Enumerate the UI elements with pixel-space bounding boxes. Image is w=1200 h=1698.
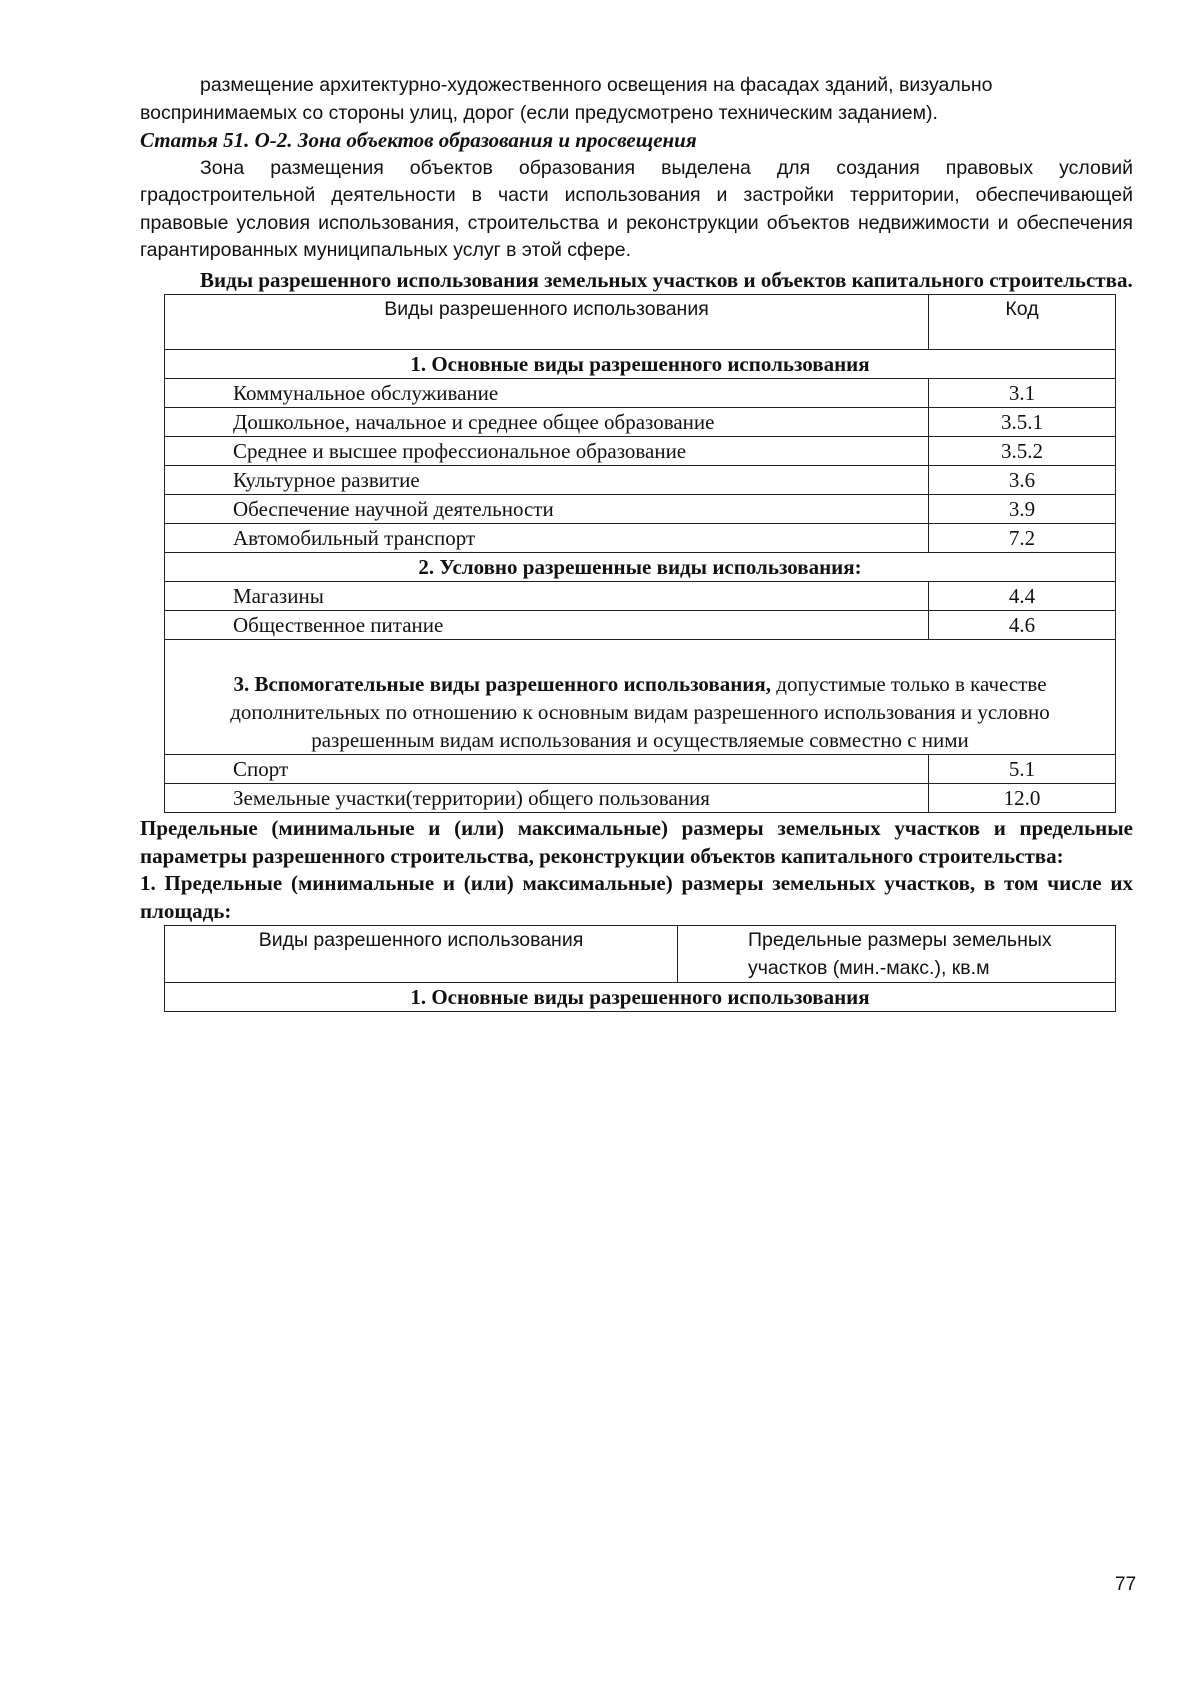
document-page: [140, 72, 1133, 1012]
types-heading-text: Виды разрешенного использования земельных участков и объектов капитального строительства.: [200, 267, 1133, 292]
section-row: [165, 640, 1116, 755]
section-2-title: 2. Условно разрешенные виды использования:: [165, 553, 1116, 582]
table-row: [165, 408, 1116, 437]
types-heading: [140, 267, 1133, 295]
section-1-title: 1. Основные виды разрешенного использования: [165, 350, 1116, 379]
intro-line-2: воспринимаемых со стороны улиц, дорог (если предусмотрено техническим заданием).: [140, 101, 938, 124]
table-row: [165, 784, 1116, 813]
header-uses: Виды разрешенного использования: [165, 295, 929, 350]
section-3-bold: 3. Вспомогательные виды разрешенного использования,: [233, 672, 772, 696]
limits-subheading: 1. Предельные (минимальные и (или) максимальные) размеры земельных участков, в том числе их площадь:: [140, 871, 1133, 923]
use-code: 3.9: [929, 495, 1116, 524]
header-plot-size: Предельные размеры земельных участков (мин.-макс.), кв.м: [678, 926, 1116, 983]
use-name: Земельные участки(территории) общего пользования: [165, 784, 929, 813]
use-name: Дошкольное, начальное и среднее общее образование: [165, 408, 929, 437]
header-code: Код: [929, 295, 1116, 350]
table-row: [165, 582, 1116, 611]
permitted-uses-table: [164, 294, 1116, 813]
use-name: Среднее и высшее профессиональное образование: [165, 437, 929, 466]
section-row: [165, 983, 1116, 1012]
table-header-row: [165, 295, 1116, 350]
use-code: 3.5.2: [929, 437, 1116, 466]
use-code: 4.4: [929, 582, 1116, 611]
article-text: Зона размещения объектов образования выделена для создания правовых условий градостроительной деятельности в части использования и застройки территории, обеспечивающей правовые условия использования, строительства и реконструкции объектов недвижимости и обеспечения гарантированных муниципальных услуг в этой сфере.: [140, 156, 1133, 261]
use-code: 3.6: [929, 466, 1116, 495]
plot-size-table: [164, 925, 1116, 1012]
table-row: [165, 524, 1116, 553]
use-name: Коммунальное обслуживание: [165, 379, 929, 408]
use-name: Спорт: [165, 755, 929, 784]
use-name: Культурное развитие: [165, 466, 929, 495]
use-name: Обеспечение научной деятельности: [165, 495, 929, 524]
use-code: 5.1: [929, 755, 1116, 784]
table-row: [165, 379, 1116, 408]
section-3-rest: допустимые только в качестве дополнительных по отношению к основным видам разрешенного использования и условно разрешенным видам использования и осуществляемые совместно с ними: [230, 672, 1050, 752]
page-number: 77: [1115, 1574, 1137, 1595]
use-code: 3.5.1: [929, 408, 1116, 437]
article-title: Статья 51. О-2. Зона объектов образования и просвещения: [140, 128, 697, 152]
section-3-title: [165, 640, 1116, 755]
use-code: 7.2: [929, 524, 1116, 553]
section-row: [165, 350, 1116, 379]
table-header-row: [165, 926, 1116, 983]
use-name: Общественное питание: [165, 611, 929, 640]
limits-heading: Предельные (минимальные и (или) максимальные) размеры земельных участков и предельные параметры разрешенного строительства, реконструкции объектов капитального строительства:: [140, 816, 1133, 868]
header-uses: Виды разрешенного использования: [165, 926, 678, 983]
table-row: [165, 466, 1116, 495]
table-row: [165, 611, 1116, 640]
section-1-title: 1. Основные виды разрешенного использования: [165, 983, 1116, 1012]
section-row: [165, 553, 1116, 582]
use-code: 12.0: [929, 784, 1116, 813]
use-code: 3.1: [929, 379, 1116, 408]
table-row: [165, 755, 1116, 784]
intro-line-1: размещение архитектурно-художественного освещения на фасадах зданий, визуально: [200, 74, 993, 96]
use-name: Магазины: [165, 582, 929, 611]
table-row: [165, 437, 1116, 466]
table-row: [165, 495, 1116, 524]
use-name: Автомобильный транспорт: [165, 524, 929, 553]
use-code: 4.6: [929, 611, 1116, 640]
